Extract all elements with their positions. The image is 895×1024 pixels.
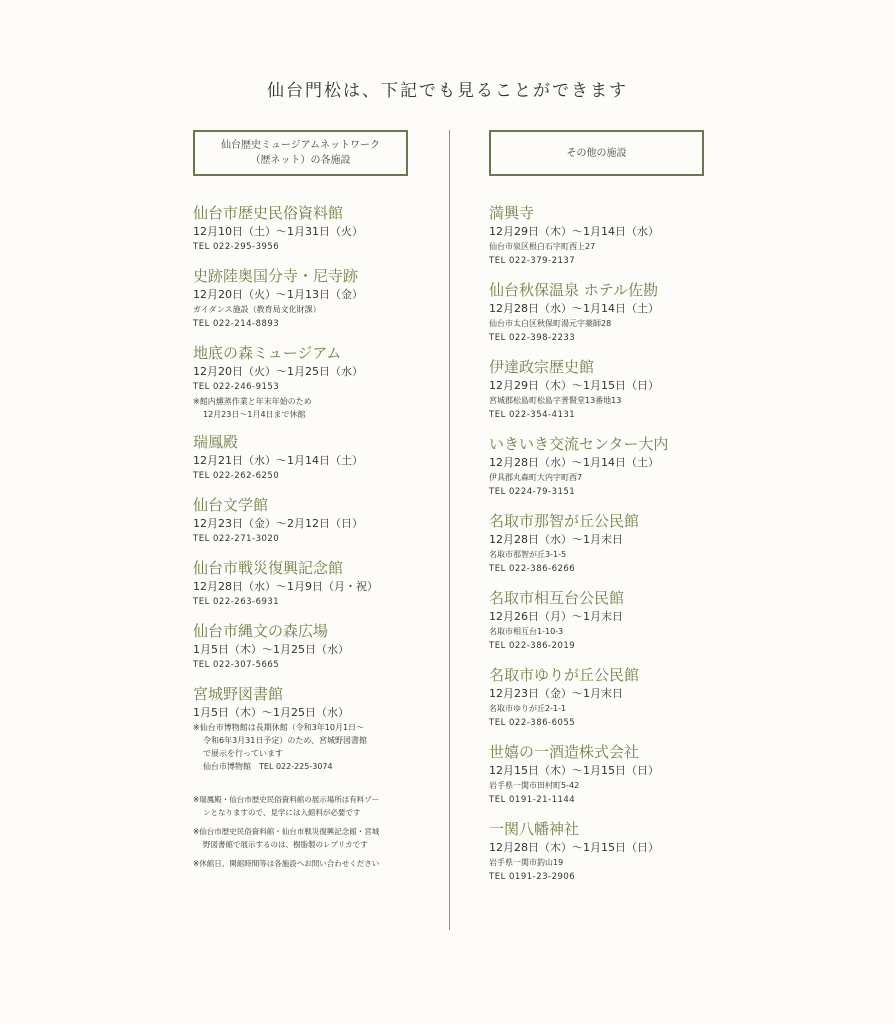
facility-tel: TEL 022-398-2233 [489, 333, 576, 343]
facility-entry [193, 683, 433, 773]
facility-address: 仙台市泉区根白石字町西上27 [489, 242, 596, 251]
footnote [193, 857, 433, 870]
facility-name: 世嬉の一酒造株式会社 [489, 743, 640, 761]
facility-name: 瑞鳳殿 [193, 433, 239, 451]
right-section-header: その他の施設 [489, 130, 704, 176]
facility-dates: 12月26日（月）～1月末日 [489, 610, 623, 623]
column-divider [449, 130, 450, 930]
facility-note: ※仙台市博物館は長期休館（令和3年10月1日～ [193, 723, 365, 732]
facility-dates: 12月21日（水）～1月14日（土） [193, 454, 363, 467]
facility-entry [193, 620, 433, 673]
facility-address: 岩手県一関市釣山19 [489, 858, 564, 867]
facility-address: 伊具郡丸森町大内字町西7 [489, 473, 583, 482]
footnote-line: ※瑞鳳殿・仙台市歴史民俗資料館の展示場所は有料ゾー [193, 795, 380, 804]
left-header-line2: （歴ネット）の各施設 [250, 155, 351, 166]
facility-entry [489, 433, 749, 500]
facility-dates: 1月5日（木）～1月25日（水） [193, 706, 349, 719]
facility-dates: 12月28日（木）～1月15日（日） [489, 841, 659, 854]
right-column [489, 130, 749, 895]
facility-entry [193, 431, 433, 484]
facility-name: 名取市那智が丘公民館 [489, 512, 640, 530]
facility-entry [489, 818, 749, 885]
footnote-line: 野図書館で展示するのは、樹脂製のレプリカです [203, 840, 368, 849]
facility-name: 満興寺 [489, 204, 535, 222]
facility-dates: 12月15日（木）～1月15日（日） [489, 764, 659, 777]
facility-tel: TEL 022-379-2137 [489, 256, 576, 266]
facility-tel: TEL 022-246-9153 [193, 382, 280, 392]
facility-name: 伊達政宗歴史館 [489, 358, 595, 376]
facility-dates: 12月29日（木）～1月14日（水） [489, 225, 659, 238]
left-section-header [193, 130, 408, 176]
footnote-line: ンとなりますので、見学には入館料が必要です [203, 808, 361, 817]
facility-entry [489, 356, 749, 423]
facility-entry [489, 279, 749, 346]
facility-note: ※館内燻蒸作業と年末年始のため [193, 397, 312, 406]
facility-address: 仙台市太白区秋保町湯元字薬師28 [489, 319, 612, 328]
facility-entry [489, 202, 749, 269]
facility-dates: 1月5日（木）～1月25日（水） [193, 643, 349, 656]
facility-name: 仙台市縄文の森広場 [193, 622, 329, 640]
facility-tel: TEL 022-354-4131 [489, 410, 576, 420]
facility-entry [489, 510, 749, 577]
facility-name: 仙台秋保温泉 ホテル佐勘 [489, 281, 659, 299]
facility-tel: TEL 022-307-5665 [193, 660, 280, 670]
facility-tel: TEL 022-263-6931 [193, 597, 280, 607]
facility-dates: 12月10日（土）～1月31日（火） [193, 225, 363, 238]
facility-dates: 12月28日（水）～1月14日（土） [489, 302, 659, 315]
facility-name: 史跡陸奥国分寺・尼寺跡 [193, 267, 359, 285]
facility-dates: 12月20日（火）～1月13日（金） [193, 288, 363, 301]
facility-dates: 12月28日（水）～1月末日 [489, 533, 623, 546]
facility-note: 12月23日～1月4日まで休館 [203, 410, 306, 419]
facility-tel: TEL 0224-79-3151 [489, 487, 576, 497]
facility-address: 岩手県一関市田村町5-42 [489, 781, 580, 790]
facility-name: 仙台文学館 [193, 496, 269, 514]
facility-name: 宮城野図書館 [193, 685, 284, 703]
facility-entry [193, 265, 433, 332]
facility-tel: TEL 022-295-3956 [193, 242, 280, 252]
facility-entry [489, 741, 749, 808]
facility-address: 名取市那智が丘3-1-5 [489, 550, 567, 559]
facility-note: 令和6年3月31日予定）のため、宮城野図書館 [203, 736, 368, 745]
facility-entry [193, 494, 433, 547]
facility-dates: 12月23日（金）～2月12日（日） [193, 517, 363, 530]
facility-name: 名取市ゆりが丘公民館 [489, 666, 640, 684]
facility-address: 名取市相互台1-10-3 [489, 627, 564, 636]
facility-dates: 12月28日（水）～1月14日（土） [489, 456, 659, 469]
facility-tel: TEL 0191-21-1144 [489, 795, 576, 805]
facility-name: 仙台市歴史民俗資料館 [193, 204, 344, 222]
left-column [193, 130, 433, 876]
page-title: 仙台門松は、下記でも見ることができます [267, 81, 628, 101]
facility-dates: 12月20日（火）～1月25日（水） [193, 365, 363, 378]
facility-name: いきいき交流センター大内 [489, 435, 669, 453]
facility-dates: 12月29日（木）～1月15日（日） [489, 379, 659, 392]
facility-entry [489, 587, 749, 654]
facility-name: 名取市相互台公民館 [489, 589, 625, 607]
footnotes [193, 793, 433, 870]
facility-entry [193, 202, 433, 255]
facility-name: 仙台市戦災復興記念館 [193, 559, 344, 577]
facility-tel: TEL 022-214-8893 [193, 319, 280, 329]
facility-entry [489, 664, 749, 731]
footnote [193, 825, 433, 851]
footnote-line: ※休館日、開館時間等は各施設へお問い合わせください [193, 859, 380, 868]
facility-dates: 12月23日（金）～1月末日 [489, 687, 623, 700]
facility-name: 一関八幡神社 [489, 820, 580, 838]
left-header-line1: 仙台歴史ミュージアムネットワーク [221, 140, 380, 151]
facility-tel: TEL 022-386-2019 [489, 641, 576, 651]
facility-tel: TEL 022-262-6250 [193, 471, 280, 481]
facility-name: 地底の森ミュージアム [193, 344, 342, 362]
facility-note: で展示を行っています [203, 749, 283, 758]
facility-tel: TEL 022-386-6055 [489, 718, 576, 728]
facility-subnote: ガイダンス施設（教育局文化財課） [193, 305, 321, 314]
facility-note: 仙台市博物館 TEL 022-225-3074 [203, 762, 333, 771]
facility-entry [193, 557, 433, 610]
footnote [193, 793, 433, 819]
facility-address: 名取市ゆりが丘2-1-1 [489, 704, 567, 713]
facility-tel: TEL 0191-23-2906 [489, 872, 576, 882]
footnote-line: ※仙台市歴史民俗資料館・仙台市戦災復興記念館・宮城 [193, 827, 380, 836]
facility-tel: TEL 022-271-3020 [193, 534, 280, 544]
facility-tel: TEL 022-386-6266 [489, 564, 576, 574]
facility-dates: 12月28日（水）～1月9日（月・祝） [193, 580, 378, 593]
facility-entry [193, 342, 433, 421]
facility-address: 宮城郡松島町松島字普賢堂13番地13 [489, 396, 622, 405]
